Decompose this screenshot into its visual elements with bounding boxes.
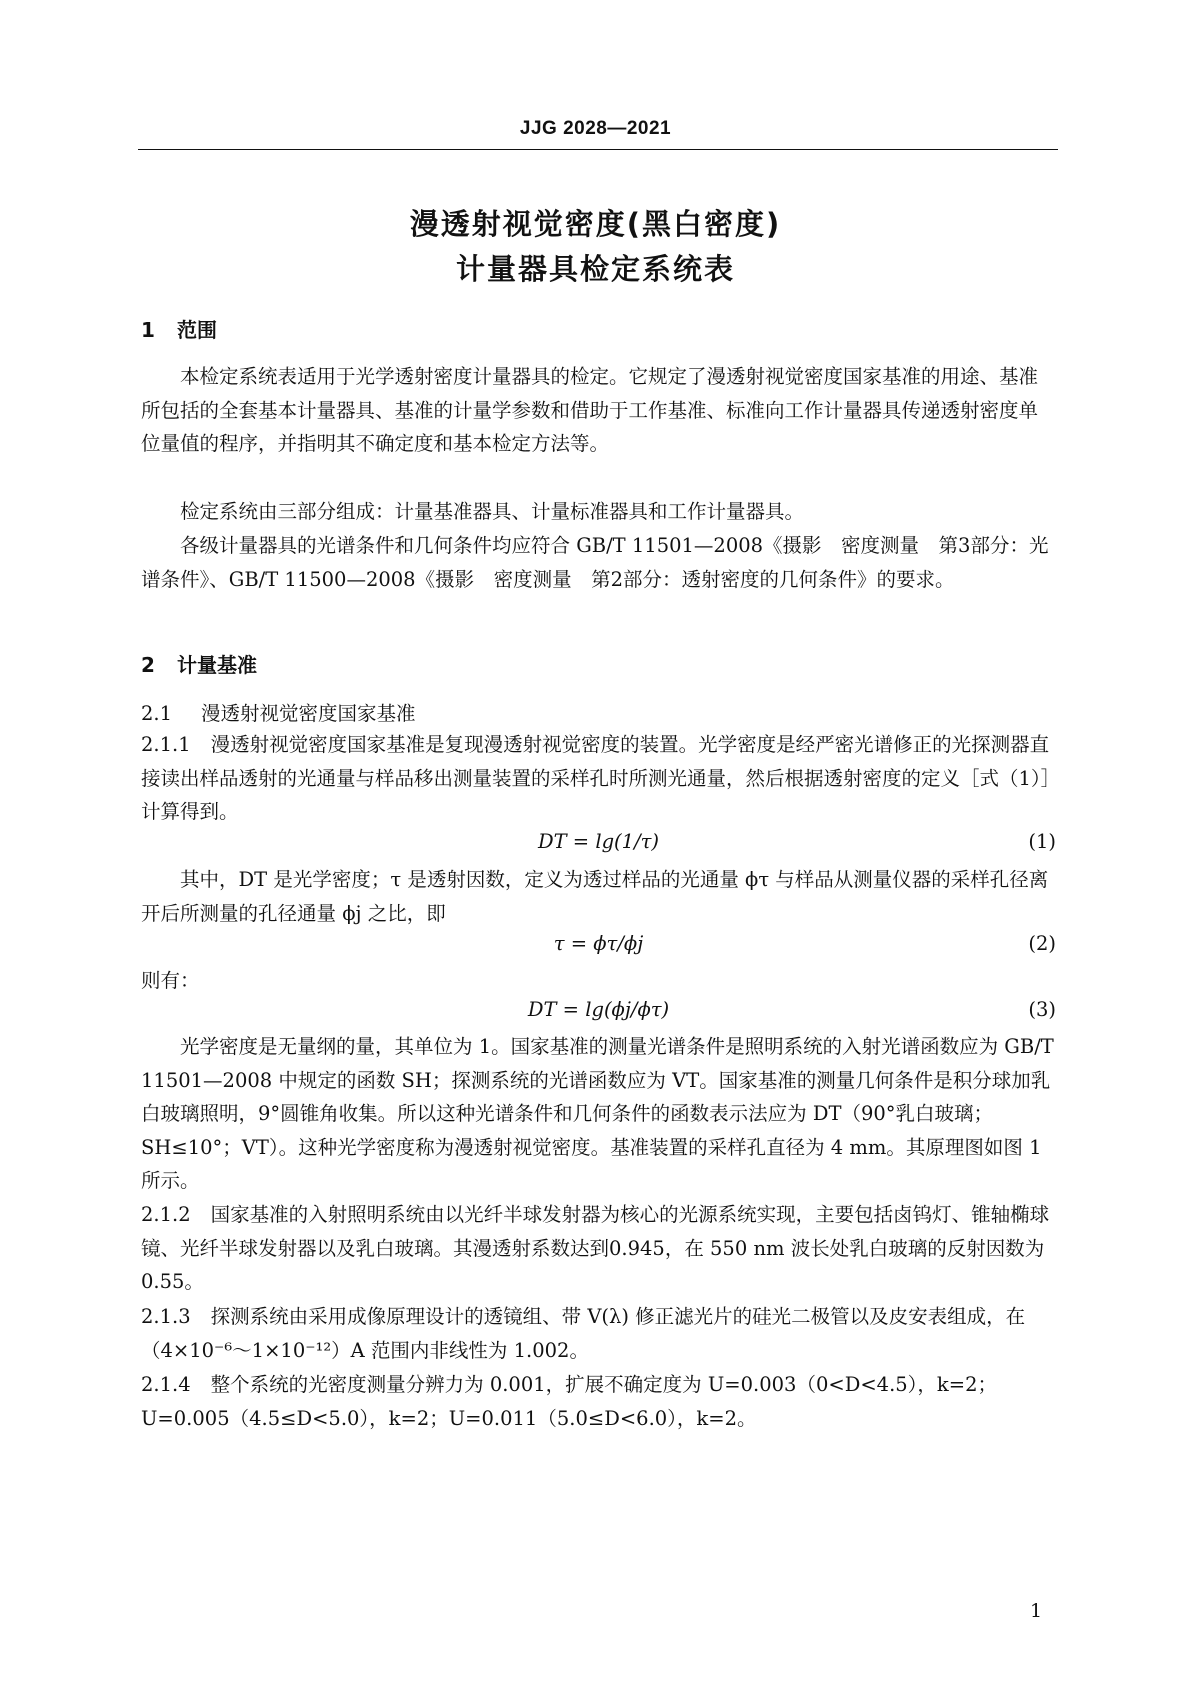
page-number: 1 [1030,1600,1043,1622]
equation-number: (2) [1028,932,1056,955]
equation-number: (1) [1028,830,1056,853]
equation-1 [141,830,1056,860]
clause-text: 国家基准的入射照明系统由以光纤半球发射器为核心的光源系统实现，主要包括卤钨灯、锥轴椭球镜、光纤半球发射器以及乳白玻璃。其漫透射系数达到0.945，在 550 nm 波长处乳白玻璃的反射因数为 0.55。 [141,1203,1050,1293]
header-rule [138,149,1058,150]
paragraph-composition: 检定系统由三部分组成：计量基准器具、计量标准器具和工作计量器具。 [180,500,805,523]
clause-number: 2.1.4 [141,1373,191,1396]
paragraph-then: 则有： [141,969,200,992]
section-number: 2 [141,653,155,677]
clause-2-1-3 [141,1300,1056,1367]
paragraph-scope: 本检定系统表适用于光学透射密度计量器具的检定。它规定了漫透射视觉密度国家基准的用途、基准所包括的全套基本计量器具、基准的计量学参数和借助于工作基准、标准向工作计量器具传递透射密度单位量值的程序，并指明其不确定度和基本检定方法等。 [141,365,1039,455]
equation-expression: τ = ϕτ/ϕj [553,932,644,955]
document-title-line1: 漫透射视觉密度(黑白密度) [409,207,782,241]
equation-3 [141,998,1056,1028]
equation-expression: DT = lg(1/τ) [537,830,660,853]
section-title: 计量基准 [177,653,257,677]
clause-2-1-2 [141,1198,1056,1299]
clause-number: 2.1.1 [141,733,191,756]
section-2-heading [141,649,257,678]
clause-number: 2.1.3 [141,1305,191,1328]
clause-number: 2.1.2 [141,1203,191,1226]
subsection-number: 2.1 [141,702,173,725]
document-title-line2: 计量器具检定系统表 [455,252,735,286]
paragraph-conditions: 各级计量器具的光谱条件和几何条件均应符合 GB/T 11501—2008《摄影 密度测量 第3部分：光谱条件》、GB/T 11500—2008《摄影 密度测量 第2部分：透射密度的几何条件》的要求。 [141,534,1049,591]
paragraph-optical-density-unit: 光学密度是无量纲的量，其单位为 1。国家基准的测量光谱条件是照明系统的入射光谱函数应为 GB/T 11501—2008 中规定的函数 SH；探测系统的光谱函数应为 VT。国家基准的测量几何条件是积分球加乳白玻璃照明，9°圆锥角收集。所以这种光谱条件和几何条件的函数表示法应为 DT（90°乳白玻璃；SH≤10°；VT）。这种光学密度称为漫透射视觉密度。基准装置的采样孔直径为 4 mm。其原理图如图 1 所示。 [141,1035,1054,1192]
clause-2-1-4 [141,1368,1056,1435]
paragraph-definitions: 其中，DT 是光学密度；τ 是透射因数，定义为透过样品的光通量 ϕτ 与样品从测量仪器的采样孔径离开后所测量的孔径通量 ϕj 之比，即 [141,868,1049,925]
standard-code-header: JJG 2028—2021 [519,118,672,139]
subsection-title: 漫透射视觉密度国家基准 [201,702,416,725]
section-title: 范围 [177,318,217,342]
equation-number: (3) [1028,998,1056,1021]
clause-2-1-1 [141,728,1056,829]
section-1-heading [141,314,217,343]
section-number: 1 [141,318,155,342]
equation-expression: DT = lg(ϕj/ϕτ) [527,998,670,1021]
clause-text: 漫透射视觉密度国家基准是复现漫透射视觉密度的装置。光学密度是经严密光谱修正的光探测器直接读出样品透射的光通量与样品移出测量装置的采样孔时所测光通量，然后根据透射密度的定义［式（1）］计算得到。 [141,733,1051,823]
clause-text: 探测系统由采用成像原理设计的透镜组、带 V(λ) 修正滤光片的硅光二极管以及皮安表组成，在（4×10⁻⁶～1×10⁻¹²）A 范围内非线性为 1.002。 [141,1305,1026,1362]
subsection-2-1 [141,698,416,726]
equation-2 [141,932,1056,962]
clause-text: 整个系统的光密度测量分辨力为 0.001，扩展不确定度为 U=0.003（0<D<4.5），k=2；U=0.005（4.5≤D<5.0），k=2；U=0.011（5.0≤D<6.0），k=2。 [141,1373,997,1430]
